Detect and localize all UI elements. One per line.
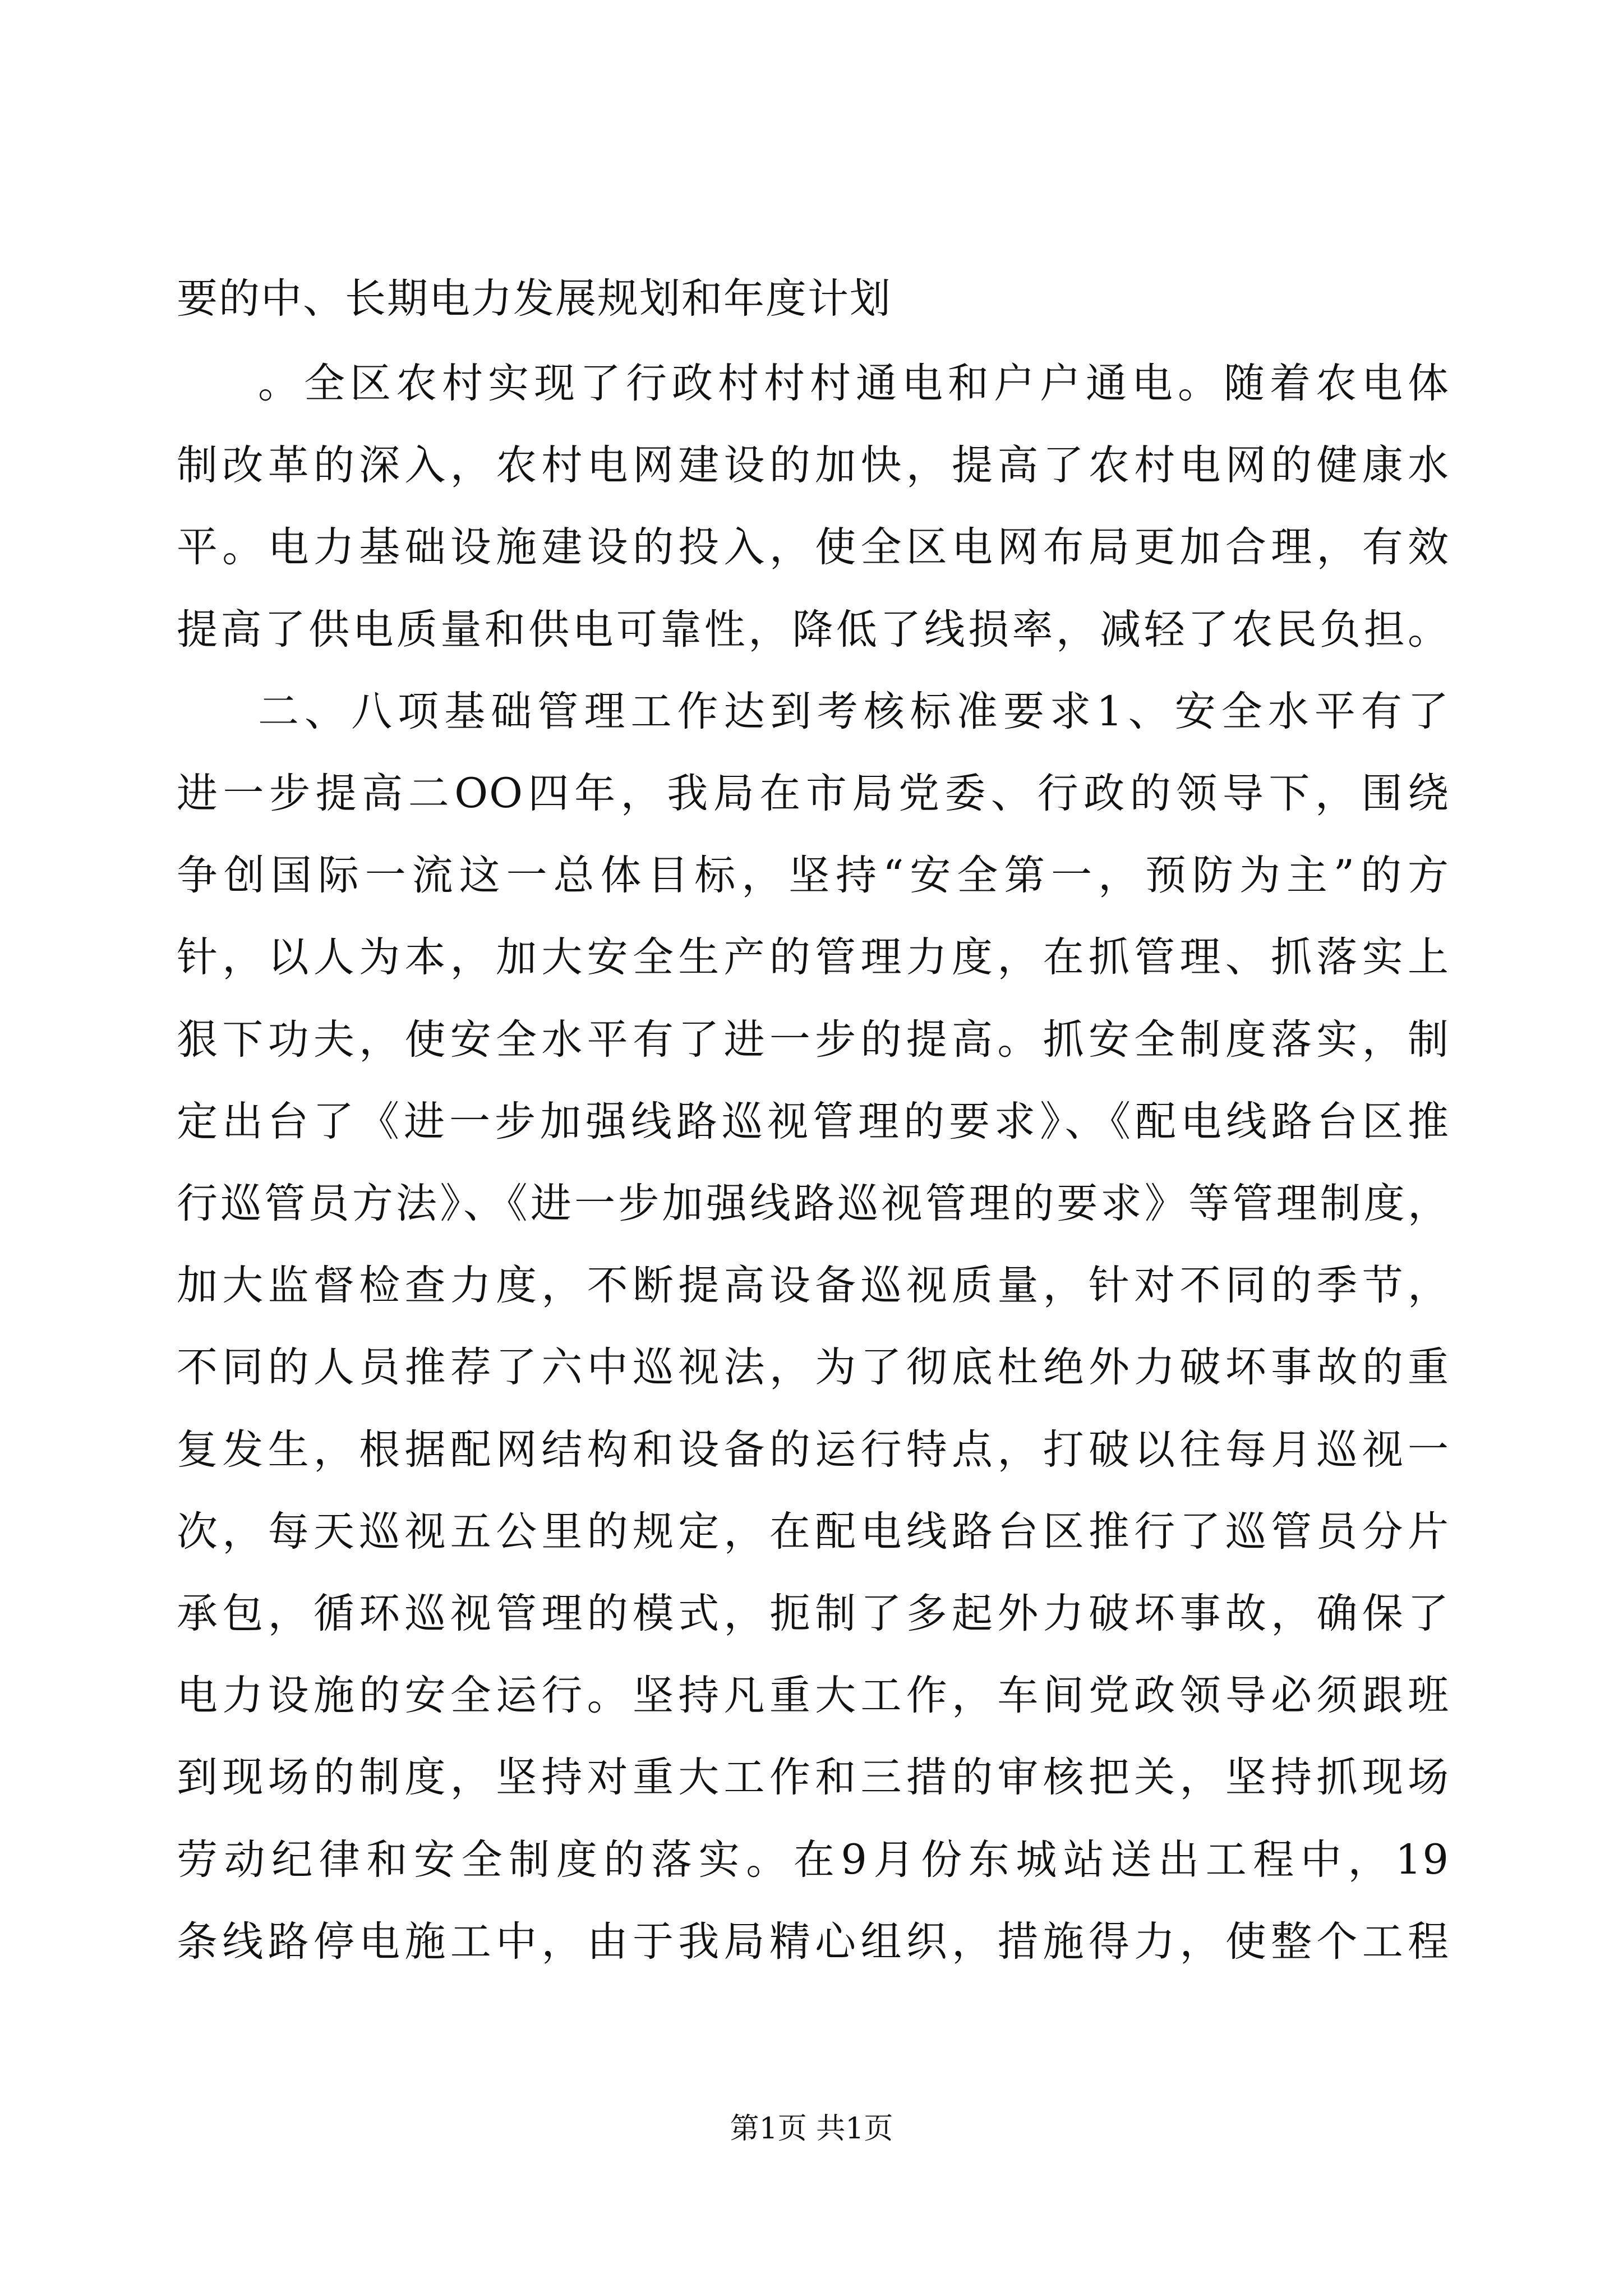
text-line-2: 。全区农村实现了行政村村村通电和户户通电。随着农电体 xyxy=(258,360,1450,407)
text-line-13: 加大监督检查力度，不断提高设备巡视质量，针对不同的季节， xyxy=(177,1262,1450,1309)
text-line-12: 行巡管员方法》、《进一步加强线路巡视管理的要求》等管理制度， xyxy=(177,1180,1450,1227)
text-line-3: 制改革的深入，农村电网建设的加快，提高了农村电网的健康水 xyxy=(177,441,1450,489)
text-line-20: 劳动纪律和安全制度的落实。在9月份东城站送出工程中，19 xyxy=(177,1836,1450,1884)
text-line-11: 定出台了《进一步加强线路巡视管理的要求》、《配电线路台区推 xyxy=(177,1098,1450,1145)
text-line-10: 狠下功夫，使安全水平有了进一步的提高。抓安全制度落实，制 xyxy=(177,1016,1450,1064)
text-line-6: 二、八项基础管理工作达到考核标准要求1、安全水平有了 xyxy=(258,688,1450,735)
text-line-8: 争创国际一流这一总体目标，坚持“安全第一，预防为主”的方 xyxy=(177,852,1450,899)
page-footer: 第1页 共1页 xyxy=(730,2112,893,2146)
text-line-21: 条线路停电施工中，由于我局精心组织，措施得力，使整个工程 xyxy=(177,1918,1450,1966)
text-line-15: 复发生，根据配网结构和设备的运行特点，打破以往每月巡视一 xyxy=(177,1426,1450,1474)
text-line-17: 承包，循环巡视管理的模式，扼制了多起外力破坏事故，确保了 xyxy=(177,1590,1450,1637)
text-line-5: 提高了供电质量和供电可靠性，降低了线损率，减轻了农民负担。 xyxy=(177,606,1450,654)
text-line-18: 电力设施的安全运行。坚持凡重大工作，车间党政领导必须跟班 xyxy=(177,1672,1450,1719)
text-line-14: 不同的人员推荐了六中巡视法，为了彻底杜绝外力破坏事故的重 xyxy=(177,1343,1450,1391)
text-line-19: 到现场的制度，坚持对重大工作和三措的审核把关，坚持抓现场 xyxy=(177,1754,1450,1801)
text-line-9: 针，以人为本，加大安全生产的管理力度，在抓管理、抓落实上 xyxy=(177,933,1450,981)
text-line-1: 要的中、长期电力发展规划和年度计划 xyxy=(177,275,892,323)
text-line-16: 次，每天巡视五公里的规定，在配电线路台区推行了巡管员分片 xyxy=(177,1508,1450,1556)
text-line-7: 进一步提高二OO四年，我局在市局党委、行政的领导下，围绕 xyxy=(177,770,1450,817)
text-line-4: 平。电力基础设施建设的投入，使全区电网布局更加合理，有效 xyxy=(177,523,1450,571)
